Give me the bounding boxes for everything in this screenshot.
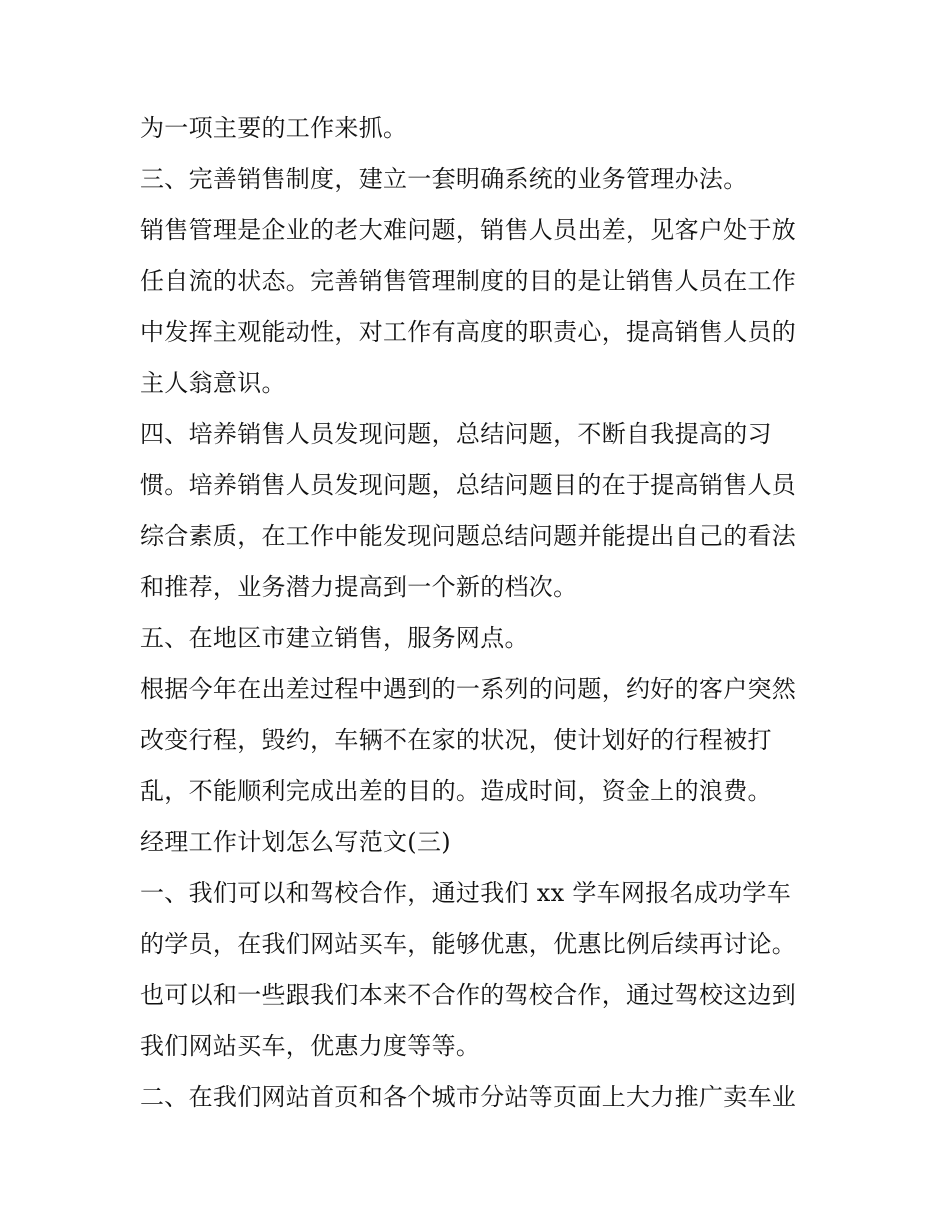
section-heading-3: 三、完善销售制度，建立一套明确系统的业务管理办法。 <box>140 165 748 193</box>
text-line: 也可以和一些跟我们本来不合作的驾校合作，通过驾校这边到 <box>140 981 797 1009</box>
article-subtitle: 经理工作计划怎么写范文(三) <box>140 828 451 856</box>
text-line: 和推荐，业务潜力提高到一个新的档次。 <box>140 573 578 601</box>
text-line: 主人翁意识。 <box>140 369 286 397</box>
text-line: 中发挥主观能动性，对工作有高度的职责心，提高销售人员的 <box>140 318 797 346</box>
text-line: 销售管理是企业的老大难问题，销售人员出差，见客户处于放 <box>140 216 797 244</box>
text-line: 改变行程，毁约，车辆不在家的状况，使计划好的行程被打 <box>140 726 772 754</box>
text-line: 的学员，在我们网站买车，能够优惠，优惠比例后续再讨论。 <box>140 930 797 958</box>
text-line: 二、在我们网站首页和各个城市分站等页面上大力推广卖车业 <box>140 1083 797 1111</box>
text-line: 我们网站买车，优惠力度等等。 <box>140 1032 481 1060</box>
text-line: 为一项主要的工作来抓。 <box>140 114 408 142</box>
section-heading-5: 五、在地区市建立销售，服务网点。 <box>140 624 529 652</box>
section-heading-4: 四、培养销售人员发现问题，总结问题，不断自我提高的习 <box>140 420 772 448</box>
text-line: 任自流的状态。完善销售管理制度的目的是让销售人员在工作 <box>140 267 797 295</box>
text-line: 根据今年在出差过程中遇到的一系列的问题，约好的客户突然 <box>140 675 797 703</box>
text-line: 乱，不能顺利完成出差的目的。造成时间，资金上的浪费。 <box>140 777 772 805</box>
text-line: 惯。培养销售人员发现问题，总结问题目的在于提高销售人员 <box>140 471 797 499</box>
text-line: 一、我们可以和驾校合作，通过我们 xx 学车网报名成功学车 <box>140 879 792 907</box>
text-line: 综合素质，在工作中能发现问题总结问题并能提出自己的看法 <box>140 522 797 550</box>
